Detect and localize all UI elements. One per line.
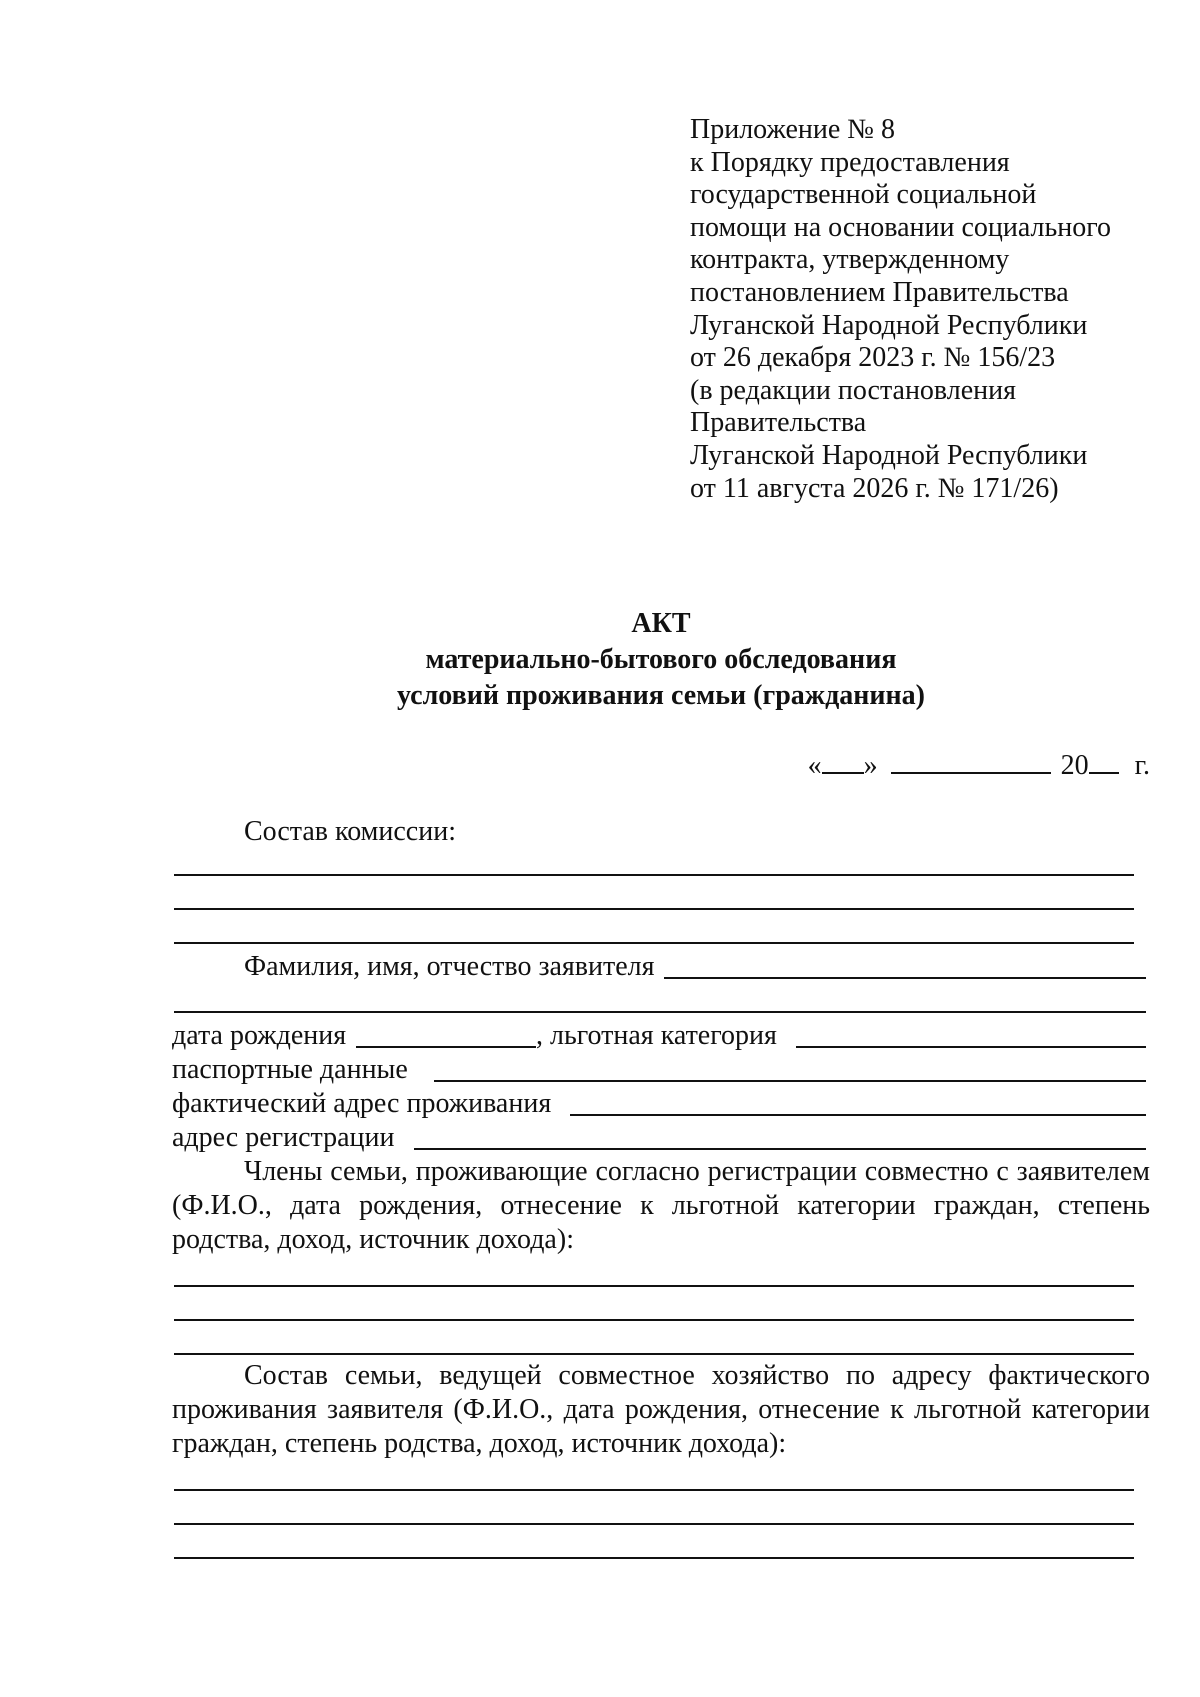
passport-label: паспортные данные [172,1054,408,1085]
document-title [172,606,1150,714]
birth-date-field[interactable] [356,1046,536,1048]
title-line-2: материально-бытового обследования [425,644,897,675]
passport-field[interactable] [434,1080,1146,1082]
appendix-line: помощи на основании социального [690,211,1112,243]
registered-members-paragraph: Члены семьи, проживающие согласно регистрации совместно с заявителем (Ф.И.О., дата рождения, отнесение к льготной категории граждан, степень родства, доход, источник дохода): [172,1156,1150,1255]
appendix-note [690,114,1170,505]
registration-address-label: адрес регистрации [172,1122,395,1153]
date-line [808,746,1150,783]
appendix-line: Луганской Народной Республики [690,309,1088,341]
actual-address-field[interactable] [570,1114,1146,1116]
commission-line-3[interactable] [174,942,1134,944]
category-field[interactable] [796,1046,1146,1048]
date-close-quote: » [863,750,878,781]
year-blank[interactable] [1089,746,1119,774]
date-open-quote: « [807,750,822,781]
commission-label: Состав комиссии: [244,816,456,847]
household-line-3[interactable] [174,1557,1134,1559]
appendix-line: (в редакции постановления [690,374,1017,406]
applicant-name-label: Фамилия, имя, отчество заявителя [244,951,655,982]
appendix-line: государственной социальной [690,179,1037,211]
category-label: , льготная категория [536,1020,777,1051]
applicant-name-field-cont[interactable] [174,1011,1146,1013]
appendix-line: от 26 декабря 2023 г. № 156/23 [690,342,1056,374]
applicant-name-field[interactable] [664,977,1146,979]
actual-address-label: фактический адрес проживания [172,1088,552,1119]
household-line-2[interactable] [174,1523,1134,1525]
appendix-line: Луганской Народной Республики [690,439,1088,471]
household-line-1[interactable] [174,1489,1134,1491]
registered-members-line-1[interactable] [174,1285,1134,1287]
appendix-line: от 11 августа 2026 г. № 171/26) [690,472,1059,504]
appendix-line: Правительства [690,407,867,439]
day-blank[interactable] [822,746,864,774]
commission-line-2[interactable] [174,908,1134,910]
appendix-line: Приложение № 8 [690,114,895,145]
registration-address-field[interactable] [414,1148,1146,1150]
year-suffix: г. [1134,750,1150,781]
month-blank[interactable] [891,746,1051,774]
title-line-1: АКТ [631,608,691,639]
title-line-3: условий проживания семьи (гражданина) [397,680,925,711]
year-prefix: 20 [1060,750,1089,781]
commission-line-1[interactable] [174,874,1134,876]
registered-members-line-2[interactable] [174,1319,1134,1321]
birth-date-label: дата рождения [172,1020,347,1051]
registered-members-line-3[interactable] [174,1353,1134,1355]
appendix-line: постановлением Правительства [690,276,1069,308]
household-paragraph: Состав семьи, ведущей совместное хозяйство по адресу фактического проживания заявителя (Ф.И.О., дата рождения, отнесение к льготной категории граждан, степень родства, доход, источник дохода): [172,1360,1150,1459]
appendix-line: контракта, утвержденному [690,244,1010,276]
appendix-line: к Порядку предоставления [690,146,1010,178]
